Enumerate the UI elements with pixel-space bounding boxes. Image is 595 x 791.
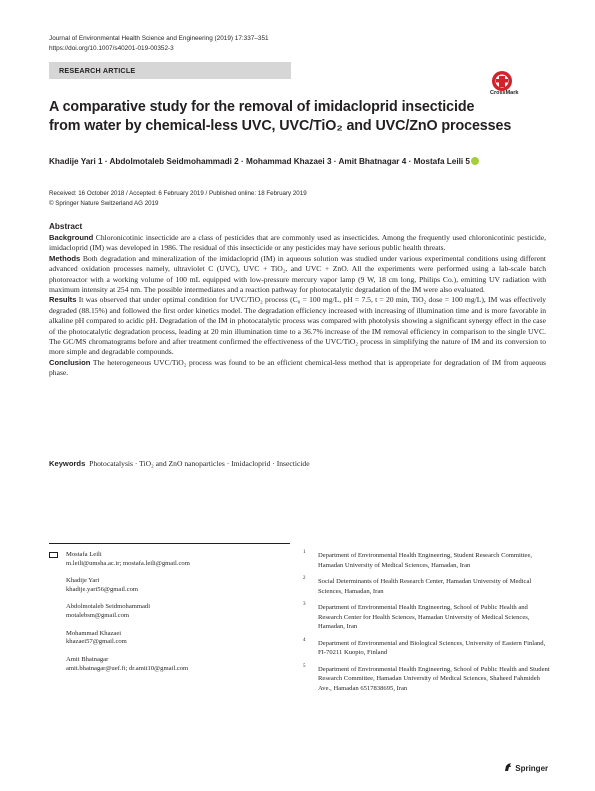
contact-email[interactable]: m.leili@umsha.ac.ir; mostafa.leili@gmail.com — [66, 559, 190, 567]
copyright-line: © Springer Nature Switzerland AG 2019 — [49, 199, 159, 207]
abstract-body — [49, 233, 546, 379]
affiliation-item — [303, 603, 553, 632]
author-list — [49, 156, 549, 168]
contact-item — [49, 551, 294, 569]
envelope-icon — [49, 552, 58, 558]
received-dates: Received: 16 October 2018 / Accepted: 6 February 2019 / Published online: 18 February 2019 — [49, 190, 307, 197]
affiliation-text: Department of Environmental Health Engineering, School of Public Health and Student Research Committee, Hamadan University of Medical Sciences, Shaheed Fahmideh Ave., Hamadan 6517838695, Iran — [318, 665, 550, 692]
affiliation-item — [303, 665, 553, 694]
contact-item — [49, 630, 294, 648]
affiliation-number: 5 — [303, 663, 306, 669]
publisher-logo — [503, 762, 548, 773]
contact-email[interactable]: motalebsm@gmail.com — [66, 612, 130, 620]
contact-name: Amit Bhatnagar — [66, 655, 109, 663]
background-label: Background — [49, 233, 94, 242]
keywords — [49, 459, 546, 468]
footnote-divider — [49, 543, 290, 544]
abstract-heading: Abstract — [49, 222, 83, 231]
methods-label: Methods — [49, 253, 81, 263]
contact-name: Abdolmotaleb Seidmohammadi — [66, 603, 151, 611]
methods-text: Both degradation and mineralization of the imidacloprid (IM) in aqueous solution was studied under various experimental conditions using different advanced oxidation processes namely, ultraviolet C (UVC), UVC + TiO₂, and UVC + ZnO. All the experiments were performed using a lab-scale batch photoreactor with a working volume of 100 mL equipped with low-pressure mercury vapor lamp (9 W, 18 cm long, Philips Co.), emitting UV radiation with maximum intensity at 254 nm. The possible intermediates and a reaction pathway for photocatalytic degradation of the IM were also evaluated. — [49, 253, 546, 295]
affiliation-text: Department of Environmental Health Engineering, School of Public Health and Research Center for Health Sciences, Hamadan University of Medical Sciences, Hamadan, Iran — [318, 604, 530, 630]
contact-name: Mostafa Leili — [66, 551, 102, 558]
results-label: Results — [49, 295, 77, 305]
affiliation-text: Department of Environmental Health Engineering, Student Research Committee, Hamadan University of Medical Sciences, Hamadan, Iran — [318, 552, 533, 569]
background-text: Chloronicotinic insecticide are a class of pesticides that are commonly used as insecticides. Among the frequently used chloronicotinic pesticide, imidacloprid (IM) was developed in 1986. The residual of this insecticide or any pesticides may have serious public health threats. — [49, 233, 546, 253]
article-title — [49, 98, 549, 135]
keywords-label: Keywords — [49, 459, 86, 468]
publisher-name: Springer — [515, 764, 549, 773]
journal-citation: Journal of Environmental Health Science and Engineering (2019) 17:337–351 — [49, 35, 269, 42]
orcid-icon[interactable] — [471, 157, 479, 165]
contact-item — [49, 603, 294, 621]
results-text: It was observed that under optimal condition for UVC/TiO₂ process (C₀ = 100 mg/L, pH = 7.5, t = 20 min, TiO₂ dose = 100 mg/L), IM was effectively degraded (88.15%) and followed the first order kinetics model. The degradation efficiency increased with increasing of illumination time and is more favorable in alkaline pH compared to acidic pH. Degradation of the IM in photocatalytic process was compared with photolysis showing a significant synergy effect in the case of the photocatalytic degradation process, leading at 20 min illumination time to a 36.7% increase of the IM removal efficiency in comparison to the single UVC. The GC/MS chromatograms before and after treatment confirmed the effectiveness of the UVC/TiO₂ process in simplifying the nature of IM and its conversion to more simple and degradable compounds. — [49, 295, 546, 357]
article-type-label: RESEARCH ARTICLE — [59, 66, 136, 75]
abstract-methods — [49, 254, 546, 296]
affiliation-item — [303, 577, 553, 596]
contact-item — [49, 656, 294, 674]
contact-name: Mohammad Khazaei — [66, 629, 122, 637]
conclusion-text: The heterogeneous UVC/TiO₂ process was found to be an efficient chemical-less method that is appropriate for degradation of IM from aqueous phase. — [49, 357, 546, 378]
journal-header — [49, 34, 269, 54]
affiliation-text: Social Determinants of Health Research Center, Hamadan University of Medical Sciences, Hamadan, Iran — [318, 578, 532, 595]
doi-link[interactable]: https://doi.org/10.1007/s40201-019-00352-3 — [49, 45, 174, 52]
conclusion-label: Conclusion — [49, 357, 91, 367]
authors-text: Khadije Yari 1 · Abdolmotaleb Seidmohammadi 2 · Mohammad Khazaei 3 · Amit Bhatnagar 4 · Mostafa Leili 5 — [49, 157, 470, 166]
contact-item — [49, 577, 294, 595]
author-contacts — [49, 551, 294, 682]
article-type-banner — [49, 62, 291, 79]
affiliation-item — [303, 551, 553, 570]
affiliation-number: 4 — [303, 637, 306, 643]
contact-name: Khadije Yari — [66, 577, 100, 585]
contact-email[interactable]: amit.bhatnagar@uef.fi; dr.amit10@gmail.com — [66, 664, 189, 672]
contact-email[interactable]: khazaei57@gmail.com — [66, 638, 127, 646]
affiliation-item — [303, 639, 553, 658]
title-line-2: from water by chemical-less UVC, UVC/TiO₂ and UVC/ZnO processes — [49, 117, 512, 134]
title-line-1: A comparative study for the removal of imidacloprid insecticide — [49, 99, 475, 115]
affiliation-text: Department of Environmental and Biological Sciences, University of Eastern Finland, FI-70211 Kuopio, Finland — [318, 639, 546, 656]
springer-horse-icon — [503, 762, 513, 772]
abstract-results — [49, 295, 546, 357]
abstract-background — [49, 233, 546, 254]
contact-email[interactable]: khadije.yari56@gmail.com — [66, 585, 138, 593]
affiliation-number: 3 — [303, 602, 306, 607]
publication-dates — [49, 189, 307, 208]
crossmark-badge[interactable] — [487, 68, 547, 98]
affiliation-number: 2 — [303, 576, 306, 581]
affiliations — [303, 551, 553, 700]
abstract-conclusion — [49, 358, 546, 379]
affiliation-number: 1 — [303, 550, 306, 555]
crossmark-label: CrossMark — [490, 90, 519, 96]
keywords-text: Photocatalysis · TiO₂ and ZnO nanoparticles · Imidacloprid · Insecticide — [89, 459, 310, 468]
